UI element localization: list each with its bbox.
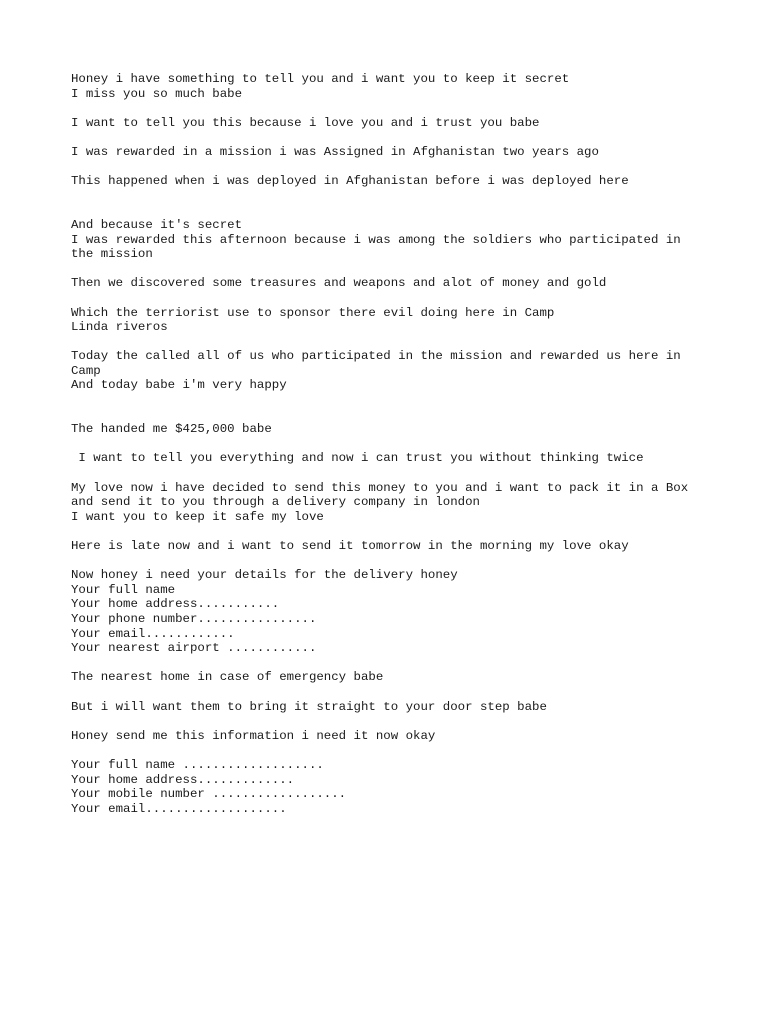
blank-line [71, 437, 711, 452]
text-line: Then we discovered some treasures and weapons and alot of money and gold [71, 276, 607, 291]
text-line: Camp [71, 363, 101, 378]
text-line: Which the terriorist use to sponsor there evil doing here in Camp [71, 305, 555, 320]
blank-line [71, 524, 711, 539]
blank-line [71, 685, 711, 700]
blank-line [71, 189, 711, 204]
text-line: Your full name ................... [71, 757, 324, 772]
blank-line [71, 743, 711, 758]
blank-line [71, 160, 711, 175]
text-line: Now honey i need your details for the delivery honey [71, 568, 458, 583]
blank-line [71, 101, 711, 116]
text-line: Honey i have something to tell you and i want you to keep it secret [71, 72, 570, 86]
text-line: My love now i have decided to send this money to you and i want to pack it in a Box [71, 480, 689, 495]
text-line: Your nearest airport ............ [71, 641, 317, 656]
text-line: Today the called all of us who participated in the mission and rewarded us here in [71, 349, 681, 364]
text-line: Your email............ [71, 626, 235, 641]
text-line: Your email................... [71, 801, 287, 816]
blank-line [71, 714, 711, 729]
text-line: I want you to keep it safe my love [71, 509, 324, 524]
blank-line [71, 291, 711, 306]
text-line: And today babe i'm very happy [71, 378, 287, 393]
text-line: Honey send me this information i need it now okay [71, 728, 436, 743]
text-line: Your home address............. [71, 772, 295, 787]
message-body [71, 72, 711, 816]
blank-line [71, 554, 711, 569]
blank-line [71, 393, 711, 408]
text-line: The handed me $425,000 babe [71, 422, 272, 437]
text-line: Linda riveros [71, 320, 168, 335]
blank-line [71, 203, 711, 218]
text-line: Your mobile number .................. [71, 787, 347, 802]
text-line: The nearest home in case of emergency babe [71, 670, 384, 685]
text-line: Your full name [71, 582, 176, 597]
blank-line [71, 130, 711, 145]
blank-line [71, 408, 711, 423]
blank-line [71, 466, 711, 481]
text-line: I miss you so much babe [71, 86, 243, 101]
text-line: This happened when i was deployed in Afghanistan before i was deployed here [71, 174, 629, 189]
text-line: I want to tell you this because i love you and i trust you babe [71, 115, 540, 130]
blank-line [71, 656, 711, 671]
blank-line [71, 335, 711, 350]
text-line: Your phone number................ [71, 611, 317, 626]
text-line: Your home address........... [71, 597, 280, 612]
text-line: I want to tell you everything and now i can trust you without thinking twice [71, 451, 644, 466]
text-line: And because it's secret [71, 217, 243, 232]
text-line: I was rewarded in a mission i was Assigned in Afghanistan two years ago [71, 144, 599, 159]
text-line: the mission [71, 247, 153, 262]
text-line: Here is late now and i want to send it tomorrow in the morning my love okay [71, 539, 629, 553]
text-line: and send it to you through a delivery company in london [71, 495, 480, 510]
text-line: I was rewarded this afternoon because i was among the soldiers who participated in [71, 232, 681, 247]
blank-line [71, 262, 711, 277]
text-line: But i will want them to bring it straight to your door step babe [71, 699, 547, 714]
